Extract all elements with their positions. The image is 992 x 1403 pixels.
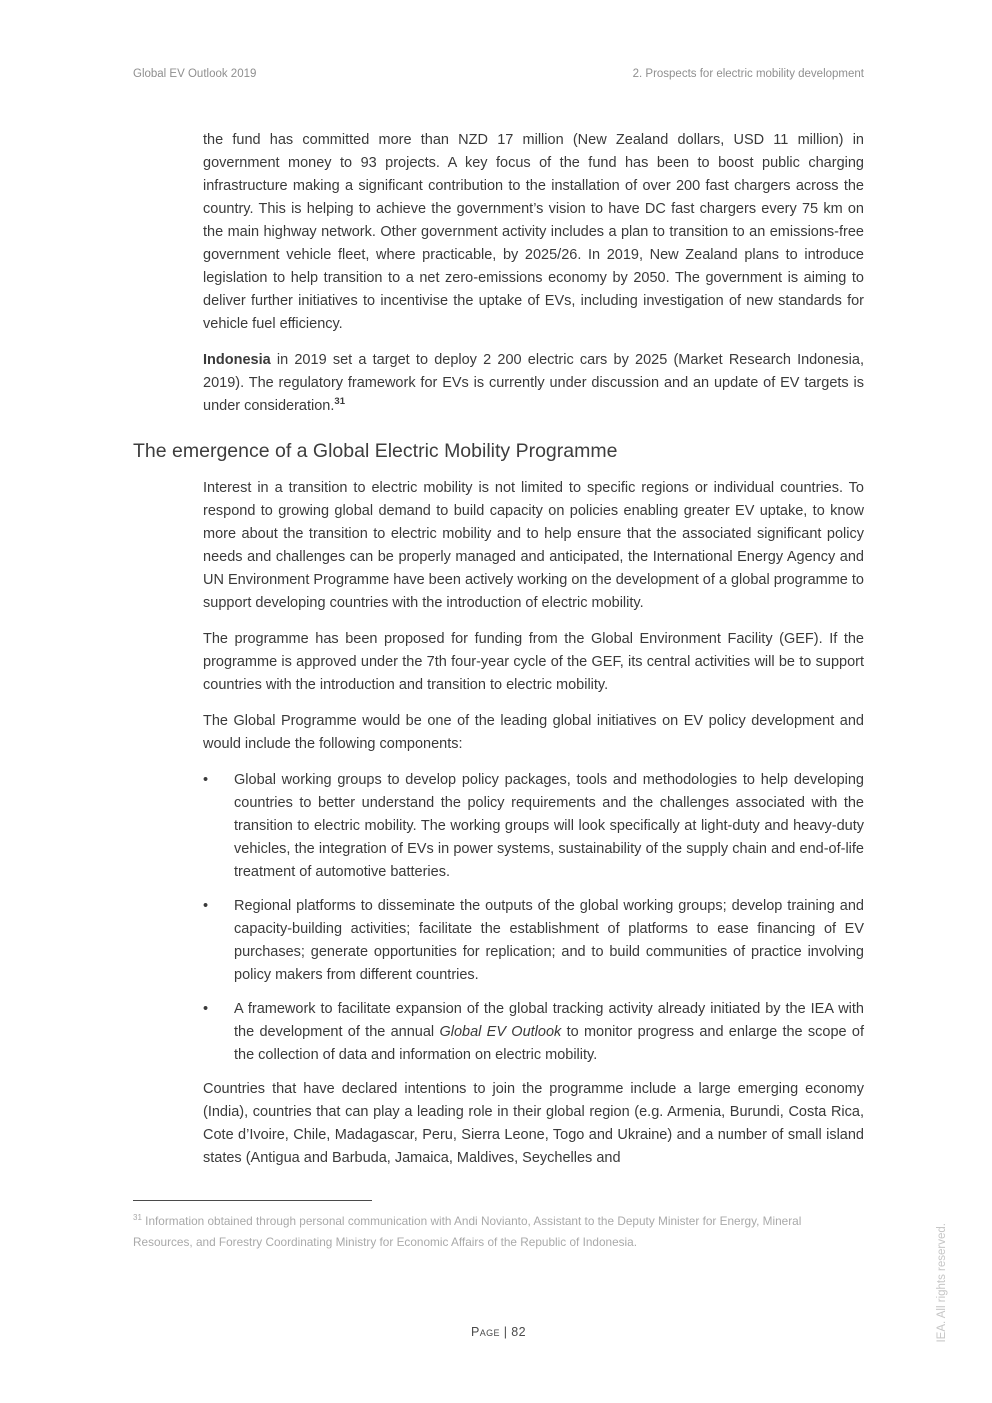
bullet-framework-text [234, 998, 864, 1067]
bullet-framework-post: to monitor progress and enlarge the scope of the collection of data and information on electric mobility. [234, 1024, 864, 1063]
footnote-divider [133, 1200, 372, 1201]
bullet-working-groups [203, 769, 864, 884]
bullet-working-groups-text: Global working groups to develop policy packages, tools and methodologies to help developing countries to better understand the policy requirements and the challenges associated with the transition to electric mobility. The working groups will look specifically at light-duty and heavy-duty vehicles, the integration of EVs in power systems, sustainability of the supply chain and end-of-life treatment of automotive batteries. [234, 772, 864, 880]
footnote-text [133, 1211, 864, 1253]
paragraph-nz-funding: the fund has committed more than NZD 17 million (New Zealand dollars, USD 11 million) in government money to 93 projects. A key focus of the fund has been to boost public charging infrastructure making a significant contribution to the installation of over 200 fast chargers across the country. This is helping to achieve the government’s vision to have DC fast chargers every 75 km on the main highway network. Other government activity includes a plan to transition to an emissions-free government vehicle fleet, where practicable, by 2025/26. In 2019, New Zealand plans to introduce legislation to help transition to a net zero-emissions economy by 2050. The government is aiming to deliver further initiatives to incentivise the uptake of EVs, including investigation of new standards for vehicle fuel efficiency. [203, 132, 864, 332]
bullet-framework-pre: A framework to facilitate expansion of the global tracking activity already initiated by the IEA with the development of the annual [234, 1001, 864, 1040]
publication-title-italic: Global EV Outlook [439, 1024, 562, 1040]
page-body [133, 129, 864, 1183]
footnote-body: Information obtained through personal communication with Andi Novianto, Assistant to the Deputy Minister for Energy, Mineral Resources, and Forestry Coordinating Ministry for Economic Affairs of the Republic of Indonesia. [133, 1214, 802, 1250]
paragraph-interest: Interest in a transition to electric mobility is not limited to specific regions or individual countries. To respond to growing global demand to build capacity on policies enabling greater EV uptake, to know more about the transition to electric mobility and to help ensure that the associated significant policy needs and challenges can be properly managed and anticipated, the International Energy Agency and UN Environment Programme have been actively working on the development of a global programme to support developing countries with the introduction of electric mobility. [203, 480, 864, 611]
bullet-marker: • [203, 772, 209, 788]
paragraph-indonesia-text: in 2019 set a target to deploy 2 200 electric cars by 2025 (Market Research Indonesia, 2019). The regulatory framework for EVs is currently under discussion and an update of EV targets is under consideration. [203, 352, 864, 414]
footnote-number: 31 [133, 1213, 142, 1223]
bullet-marker: • [203, 898, 209, 914]
bullet-marker: • [203, 1001, 209, 1017]
bullet-regional-platforms [203, 895, 864, 987]
header-report-title: Global EV Outlook 2019 [133, 68, 257, 80]
paragraph-components-intro: The Global Programme would be one of the leading global initiatives on EV policy development and would include the following components: [203, 713, 864, 752]
page-header [133, 68, 864, 80]
header-chapter-title: 2. Prospects for electric mobility development [632, 68, 864, 80]
paragraph-gef: The programme has been proposed for funding from the Global Environment Facility (GEF). If the programme is approved under the 7th four-year cycle of the GEF, its central activities will be to support countries with the introduction and transition to electric mobility. [203, 631, 864, 693]
bullet-framework [203, 998, 864, 1067]
paragraph-countries: Countries that have declared intentions to join the programme include a large emerging economy (India), countries that can play a leading role in their global region (e.g. Armenia, Burundi, Costa Rica, Cote d’Ivoire, Chile, Madagascar, Peru, Sierra Leone, Togo and Ukraine) and a number of small island states (Antigua and Barbuda, Jamaica, Maldives, Seychelles and [203, 1081, 864, 1166]
copyright-vertical-text: IEA. All rights reserved. [936, 1223, 948, 1343]
page-footer [133, 1325, 864, 1339]
section-heading: The emergence of a Global Electric Mobility Programme [133, 440, 618, 462]
footnote-area [133, 1200, 864, 1253]
country-name-bold: Indonesia [203, 352, 271, 368]
paragraph-indonesia [203, 349, 864, 418]
bullet-regional-platforms-text: Regional platforms to disseminate the outputs of the global working groups; develop training and capacity-building activities; facilitate the establishment of platforms to ease financing of EV purchases; generate opportunities for replication; and to build communities of practice involving policy makers from different countries. [234, 898, 864, 983]
page-number-label: Page | 82 [470, 1325, 527, 1339]
footnote-reference-marker: 31 [334, 396, 345, 408]
